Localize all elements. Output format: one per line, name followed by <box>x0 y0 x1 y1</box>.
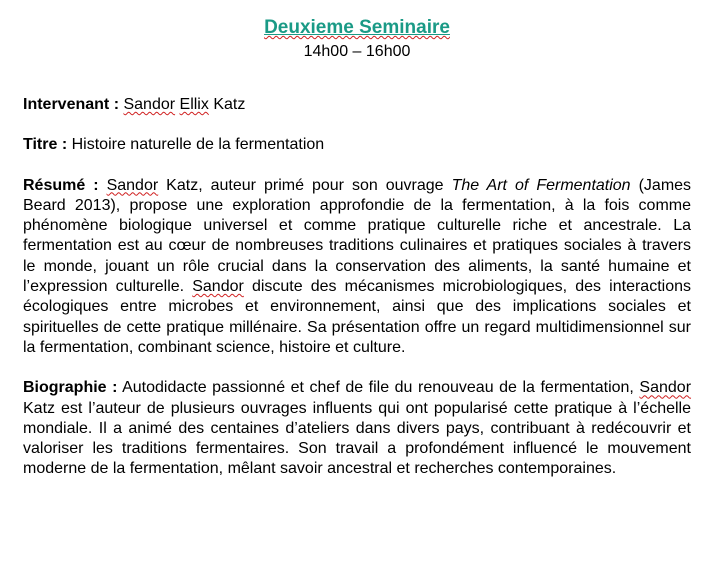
document-page <box>23 14 691 480</box>
summary-text-2: (James Beard 2013), propose une exploration approfondie de la fermentation, à la fois comme phénomène biologique universel et comme pratique culturelle riche et ancestrale. La fermentation est au cœur de nombreuses traditions culinaires et pratiques sociales à travers le monde, jouant un rôle crucial dans la conservation des aliments, la santé humaine et l’expression culturelle. <box>23 176 692 296</box>
summary-name: Sandor <box>106 176 159 194</box>
talk-title-paragraph <box>23 135 691 155</box>
summary-paragraph <box>23 176 691 359</box>
seminar-title <box>23 14 691 42</box>
biography-text-2: Katz est l’auteur de plusieurs ouvrages influents qui ont popularisé cette pratique à l’échelle mondiale. Il a animé des centaines d’ateliers dans divers pays, contribuant à redécouvrir et valoriser les traditions fermentaires. Son travail a profondément influencé le mouvement moderne de la fermentation, mêlant savoir ancestral et recherches contemporaines. <box>23 399 691 478</box>
speaker-label: Intervenant : <box>23 96 120 113</box>
seminar-title-text: Deuxieme Seminaire <box>264 17 450 38</box>
summary-text-3: discute des mécanismes microbiologiques, des interactions écologiques entre microbes et environnement, ainsi que des implications sociales et spirituelles de cette pratique millénaire. Sa présentation offre un regard multidimensionnel sur la fermentation, combinant science, histoire et culture. <box>23 278 691 356</box>
speaker-paragraph <box>23 95 691 115</box>
talk-title-label: Titre : <box>23 136 68 154</box>
speaker-first-name: Sandor <box>123 96 176 113</box>
summary-name-2: Sandor <box>192 278 244 296</box>
speaker-middle-name: Ellix <box>179 96 209 113</box>
summary-label: Résumé : <box>23 176 99 194</box>
summary-book-title: The Art of Fermentation <box>451 176 631 194</box>
biography-name: Sandor <box>639 379 692 397</box>
seminar-time: 14h00 – 16h00 <box>303 43 411 60</box>
speaker-last-name: Katz <box>213 96 246 113</box>
summary-text-1: Katz, auteur primé pour son ouvrage <box>166 176 444 194</box>
biography-paragraph <box>23 378 691 479</box>
talk-title-value: Histoire naturelle de la fermentation <box>71 136 325 154</box>
biography-label: Biographie : <box>23 379 118 397</box>
biography-text-1: Autodidacte passionné et chef de file du renouveau de la fermentation, <box>122 379 634 397</box>
